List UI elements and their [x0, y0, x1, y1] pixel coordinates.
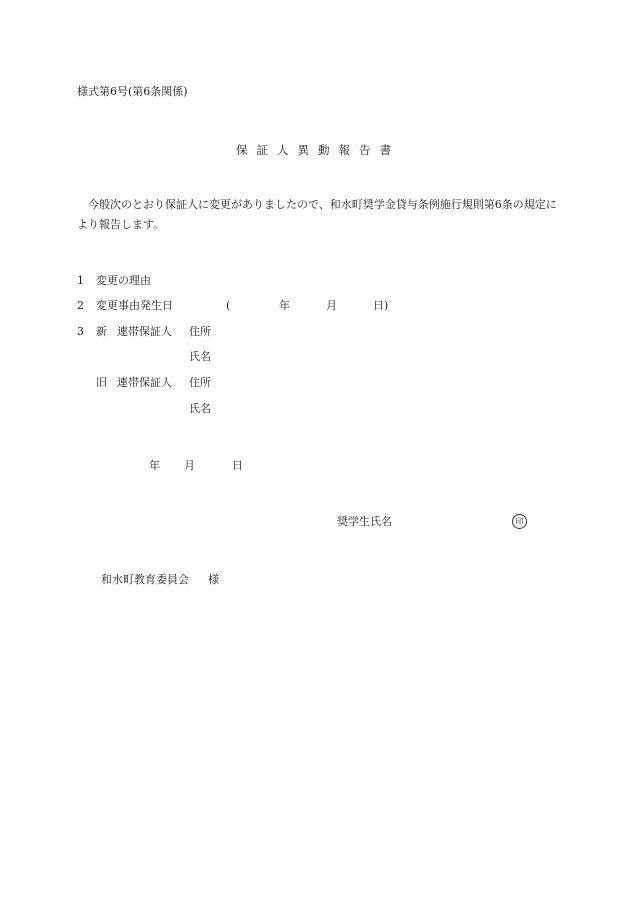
item2-year: 年: [279, 299, 290, 312]
item3-old-name: 氏名: [189, 402, 211, 415]
document-title: 保証人異動報告書: [236, 143, 400, 157]
item3-old-label: 旧: [96, 376, 107, 389]
item1-number: 1: [77, 274, 84, 287]
item3-old-address: 住所: [189, 376, 211, 389]
item3-number: 3: [77, 325, 84, 338]
item3-old-role: 連帯保証人: [117, 376, 172, 389]
recipient-name: 和水町教育委員会: [101, 573, 189, 586]
item3-new-name: 氏名: [189, 350, 211, 363]
student-name-label: 奨学生氏名: [337, 515, 392, 528]
date-month: 月: [184, 459, 195, 472]
item3-new-address: 住所: [189, 325, 211, 338]
item2-day: 日): [373, 299, 389, 312]
item2-number: 2: [77, 299, 84, 312]
body-paragraph: [77, 195, 557, 235]
item2-paren-open: (: [226, 299, 231, 312]
date-day: 日: [232, 459, 243, 472]
item3-new-role: 連帯保証人: [117, 325, 172, 338]
recipient-honorific: 様: [208, 573, 219, 586]
item3-new-label: 新: [96, 325, 107, 338]
form-number: 様式第6号(第6条関係): [77, 85, 188, 98]
date-year: 年: [149, 459, 160, 472]
item2-month: 月: [326, 299, 337, 312]
body-paragraph-text: 今般次のとおり保証人に変更がありましたので、和水町奨学金貸与条例施行規則第6条の規定により報告します。: [77, 198, 557, 231]
item1-label: 変更の理由: [96, 274, 151, 287]
seal-icon: 印: [512, 514, 527, 529]
item2-label: 変更事由発生日: [96, 299, 173, 312]
